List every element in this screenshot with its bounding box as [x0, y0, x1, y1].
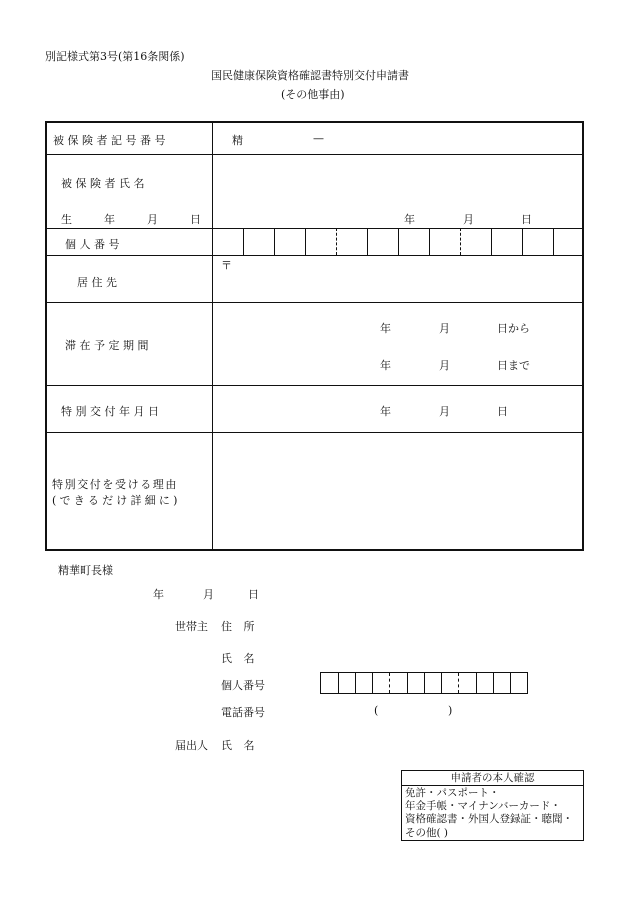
row-divider [47, 154, 582, 155]
row-divider [47, 302, 582, 303]
phone-paren-open: ( [374, 704, 379, 717]
digit-divider [372, 673, 373, 693]
date-year[interactable]: 年 [153, 588, 164, 601]
digit-divider-dashed [336, 228, 337, 255]
digit-divider [367, 228, 368, 255]
birth-label-char: 年 [104, 213, 115, 226]
insured-symbol-dash: — [313, 132, 324, 145]
phone-field[interactable] [386, 702, 446, 720]
footer-personal-number-boxes[interactable] [320, 672, 528, 694]
personal-number-boxes[interactable] [212, 228, 584, 255]
digit-divider [476, 673, 477, 693]
insured-name-field[interactable] [232, 167, 582, 187]
birth-label-char: 月 [147, 213, 158, 226]
digit-divider [510, 673, 511, 693]
reason-field[interactable] [232, 453, 582, 543]
confirm-line-1[interactable]: 免許・パスポート・ [405, 787, 500, 799]
birth-day[interactable]: 日 [521, 213, 532, 226]
digit-divider [274, 228, 275, 255]
insured-symbol-label: 被 保 険 者 記 号 番 号 [53, 134, 166, 147]
insured-name-label: 被 保 険 者 氏 名 [61, 177, 145, 190]
applicant-name-label: 氏 名 [221, 739, 255, 752]
digit-divider-dashed [458, 673, 459, 693]
name-label-footer: 氏 名 [221, 652, 255, 665]
applicant-label: 届出人 [175, 739, 208, 752]
address-label: 居 住 先 [77, 276, 117, 289]
digit-divider [553, 228, 554, 255]
row-divider [47, 255, 582, 256]
digit-divider [429, 228, 430, 255]
stay-from-day[interactable]: 日から [497, 322, 530, 335]
birth-label-char: 日 [190, 213, 201, 226]
personal-number-label-footer: 個人番号 [221, 679, 265, 692]
stay-from-year[interactable]: 年 [380, 322, 391, 335]
digit-divider-dashed [460, 228, 461, 255]
stay-to-day[interactable]: 日まで [497, 359, 530, 372]
reason-label-line1: 特別交付を受ける理由 [52, 478, 178, 491]
issue-date-label: 特 別 交 付 年 月 日 [61, 405, 159, 418]
phone-paren-close: ) [448, 704, 453, 717]
digit-divider [424, 673, 425, 693]
identity-confirmation-box [401, 770, 584, 841]
digit-divider [398, 228, 399, 255]
stay-to-month[interactable]: 月 [439, 359, 450, 372]
application-table [45, 121, 584, 551]
issue-year[interactable]: 年 [380, 405, 391, 418]
birth-label-char: 生 [61, 213, 72, 226]
reason-label-line2: (できるだけ詳細に) [52, 494, 181, 507]
insured-symbol-prefix[interactable]: 精 [232, 134, 243, 147]
birth-year[interactable]: 年 [404, 213, 415, 226]
phone-label: 電話番号 [221, 706, 265, 719]
issue-day[interactable]: 日 [497, 405, 508, 418]
stay-from-month[interactable]: 月 [439, 322, 450, 335]
row-divider [47, 432, 582, 433]
address-field[interactable] [232, 273, 582, 293]
digit-divider [441, 673, 442, 693]
addressee: 精華町長様 [58, 564, 113, 577]
confirm-line-3[interactable]: 資格確認書・外国人登録証・聴聞・ [405, 813, 573, 826]
column-divider [212, 123, 213, 549]
address-label-footer: 住 所 [221, 620, 255, 633]
form-number: 別記様式第3号(第16条関係) [45, 50, 185, 63]
identity-confirmation-title: 申請者の本人確認 [402, 771, 583, 786]
birth-month[interactable]: 月 [463, 213, 474, 226]
digit-divider [493, 673, 494, 693]
postal-mark: 〒 [221, 259, 232, 272]
stay-to-year[interactable]: 年 [380, 359, 391, 372]
birth-label [61, 211, 201, 227]
form-subtitle: (その他事由) [281, 88, 345, 101]
digit-divider [355, 673, 356, 693]
issue-month[interactable]: 月 [439, 405, 450, 418]
digit-divider [491, 228, 492, 255]
digit-divider [522, 228, 523, 255]
confirm-line-4[interactable]: その他( ) [405, 826, 449, 839]
digit-divider [338, 673, 339, 693]
date-day[interactable]: 日 [248, 588, 259, 601]
digit-divider [243, 228, 244, 255]
confirm-line-2[interactable]: 年金手帳・マイナンバーカード・ [405, 800, 561, 813]
digit-divider [305, 228, 306, 255]
household-head-label: 世帯主 [175, 620, 208, 633]
stay-period-label: 滞 在 予 定 期 間 [65, 339, 149, 352]
form-title: 国民健康保険資格確認書特別交付申請書 [211, 69, 409, 82]
date-month[interactable]: 月 [203, 588, 214, 601]
personal-number-label: 個 人 番 号 [65, 238, 120, 251]
digit-divider [407, 673, 408, 693]
digit-divider-dashed [389, 673, 390, 693]
row-divider [47, 385, 582, 386]
